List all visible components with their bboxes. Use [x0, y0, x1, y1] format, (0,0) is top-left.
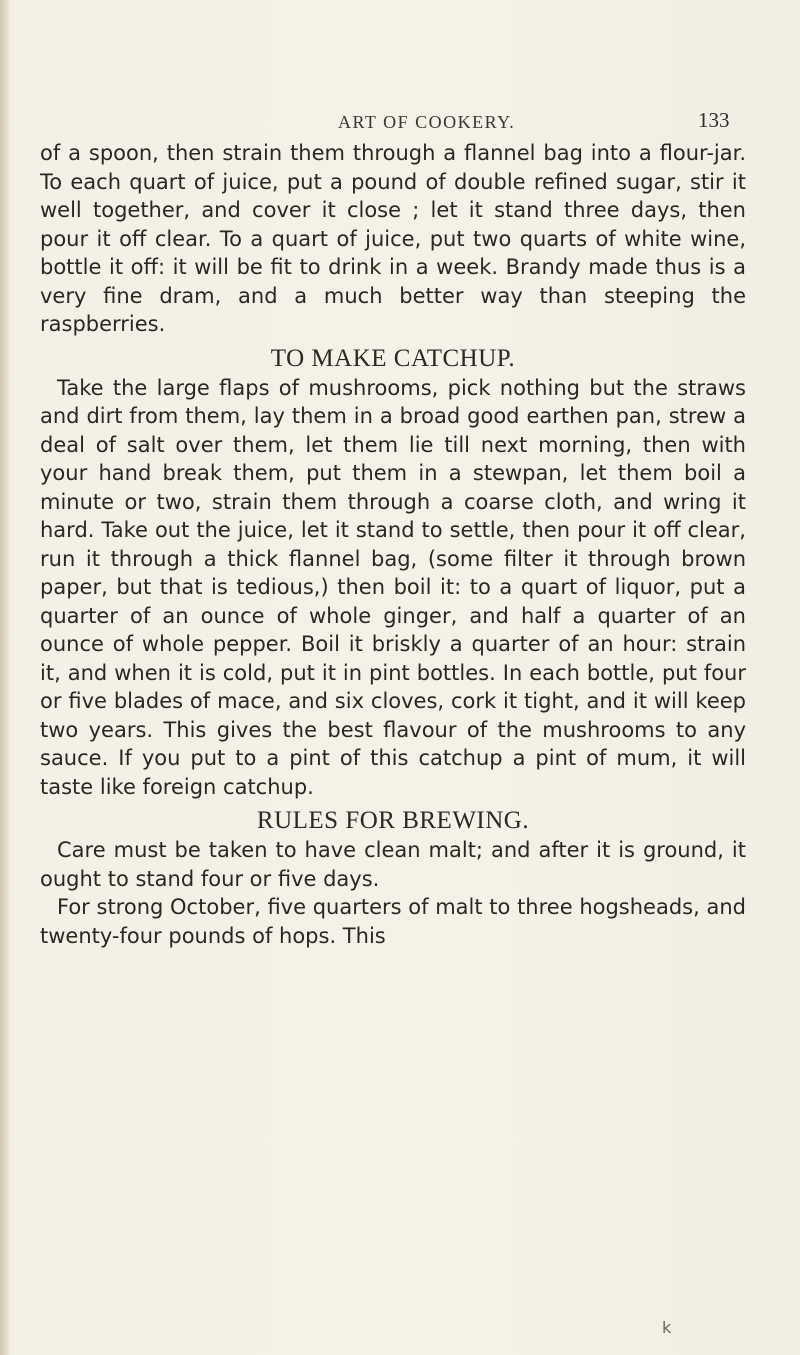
stray-ink-mark: k: [662, 1318, 672, 1337]
body-text: [40, 139, 746, 950]
binding-edge: [0, 0, 9, 1355]
page-number: 133: [698, 108, 730, 132]
heading-brewing: RULES FOR BREWING.: [256, 807, 530, 834]
paragraph-catchup: Take the large flaps of mushrooms, pick nothing but the straws and dirt from them, lay them in a broad good earthen pan, strew a deal of salt over them, let them lie till next morning, then with your hand break them, put them in a stewpan, let them boil a minute or two, strain them through a coarse cloth, and wring it hard. Take out the juice, let it stand to settle, then pour it off clear, run it through a thick flannel bag, (some filter it through brown paper, but that is tedious,) then boil it: to a quart of liquor, put a quarter of an ounce of whole ginger, and half a quarter of an ounce of whole pepper. Boil it briskly a quarter of an hour: strain it, and when it is cold, put it in pint bottles. In each bottle, put four or five blades of mace, and six cloves, cork it tight, and it will keep two years. This gives the best flavour of the mushrooms to any sauce. If you put to a pint of this catchup a pint of mum, it will taste like foreign catchup.: [40, 375, 746, 799]
paragraph-raspberry-brandy: of a spoon, then strain them through a flannel bag into a flour-jar. To each quart of juice, put a pound of double refined sugar, stir it well together, and cover it close ; let it stand three days, then pour it off clear. To a quart of juice, put two quarts of white wine, bottle it off: it will be fit to drink in a week. Brandy made thus is a very fine dram, and a much better way than steeping the raspberries.: [40, 141, 746, 336]
running-head: ART OF COOKERY.: [338, 112, 516, 132]
paragraph-strong-october: For strong October, five quarters of malt to three hogsheads, and twenty-four pounds of hops. This: [40, 895, 746, 948]
heading-catchup: TO MAKE CATCHUP.: [270, 344, 516, 372]
paragraph-clean-malt: Care must be taken to have clean malt; and after it is ground, it ought to stand four or five days.: [40, 838, 746, 891]
